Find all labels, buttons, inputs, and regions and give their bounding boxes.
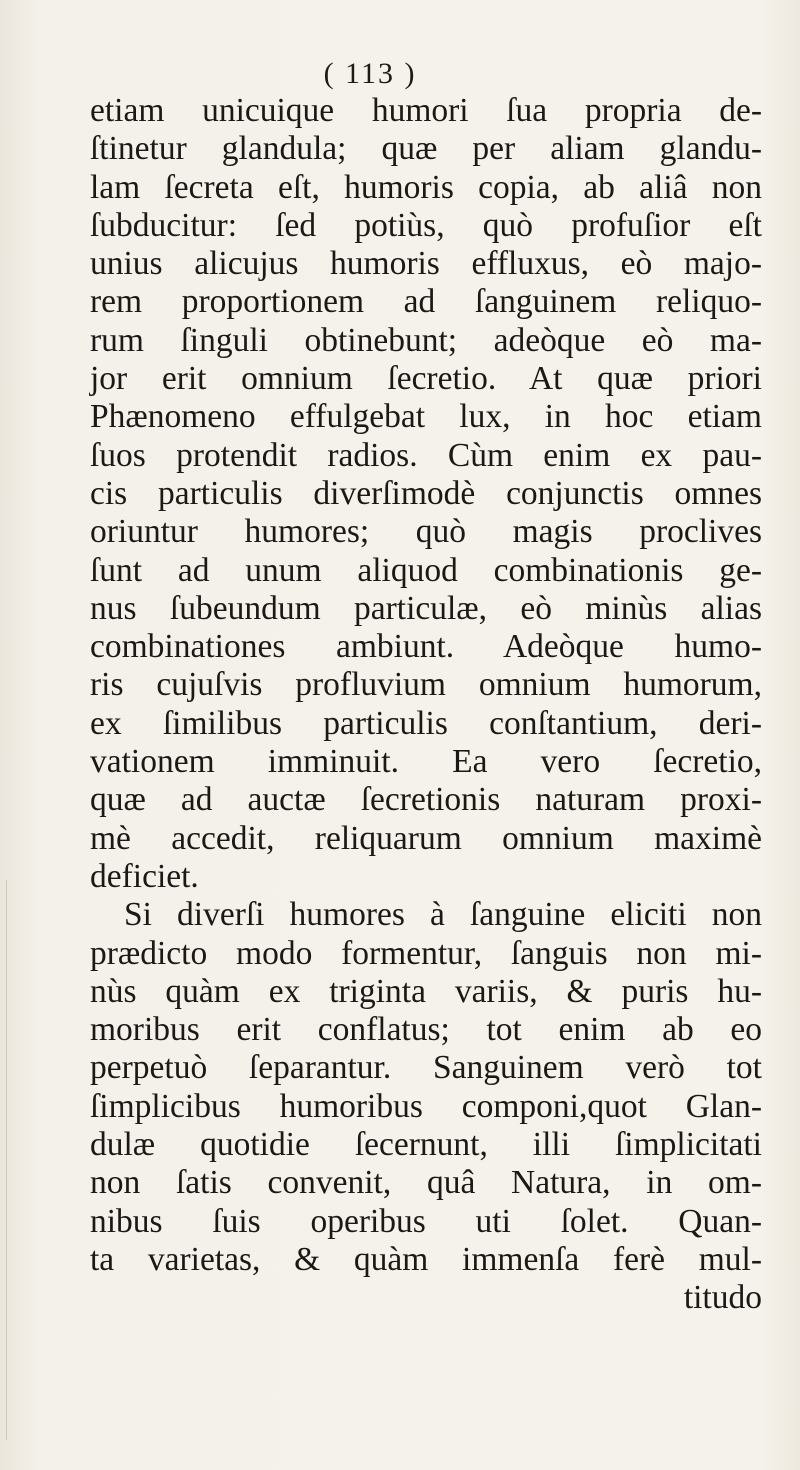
page-gutter-line <box>6 880 7 1440</box>
text-line: moribus erit conflatus; tot enim ab eo <box>90 1011 762 1049</box>
text-line: combinationes ambiunt. Adeòque humo- <box>90 628 762 666</box>
text-line: jor erit omnium ſecretio. At quæ priori <box>90 360 762 398</box>
text-line: etiam unicuique humori ſua propria de- <box>90 92 762 129</box>
text-line: ta varietas, & quàm immenſa ferè mul- <box>90 1240 762 1278</box>
text-line: nus ſubeundum particulæ, eò minùs alias <box>90 589 762 627</box>
text-line: ſimplicibus humoribus componi,quot Glan- <box>90 1087 762 1125</box>
catchword: titudo <box>683 1279 762 1317</box>
text-line: cis particulis diverſimodè conjunctis omnes <box>90 474 762 512</box>
text-line: nibus ſuis operibus uti ſolet. Quan- <box>90 1202 762 1240</box>
text-line: ſunt ad unum aliquod combinationis ge- <box>90 551 762 589</box>
text-line: ex ſimilibus particulis conſtantium, deri- <box>90 704 762 742</box>
text-line: rem proportionem ad ſanguinem reliquo- <box>90 283 762 321</box>
text-line: quæ ad auctæ ſecretionis naturam proxi- <box>90 781 762 819</box>
text-line: vationem imminuit. Ea vero ſecretio, <box>90 743 762 781</box>
text-line: ſuos protendit radios. Cùm enim ex pau- <box>90 436 762 474</box>
text-line: non ſatis convenit, quâ Natura, in om- <box>90 1164 762 1202</box>
text-line: ſtinetur glandula; quæ per aliam glandu- <box>90 130 762 168</box>
body-text <box>90 92 762 1318</box>
text-line: nùs quàm ex triginta variis, & puris hu- <box>90 972 762 1010</box>
text-line: lam ſecreta eſt, humoris copia, ab aliâ non <box>90 168 762 206</box>
text-line: Si diverſi humores à ſanguine eliciti non <box>124 896 762 934</box>
text-line: unius alicujus humoris effluxus, eò majo- <box>90 245 762 283</box>
text-line: oriuntur humores; quò magis proclives <box>90 513 762 551</box>
text-line: dulæ quotidie ſecernunt, illi ſimplicitati <box>90 1126 762 1164</box>
page-number-header: ( 113 ) <box>323 57 417 90</box>
text-line: deficiet. <box>90 857 199 895</box>
text-line: perpetuò ſeparantur. Sanguinem verò tot <box>90 1049 762 1087</box>
text-line: mè accedit, reliquarum omnium maximè <box>90 819 762 857</box>
text-line: ſubducitur: ſed potiùs, quò profuſior eſt <box>90 206 762 244</box>
text-line: prædicto modo formentur, ſanguis non mi- <box>90 934 762 972</box>
text-line: Phænomeno effulgebat lux, in hoc etiam <box>90 398 762 436</box>
text-line: rum ſinguli obtinebunt; adeòque eò ma- <box>90 321 762 359</box>
text-line: ris cujuſvis profluvium omnium humorum, <box>90 666 762 704</box>
